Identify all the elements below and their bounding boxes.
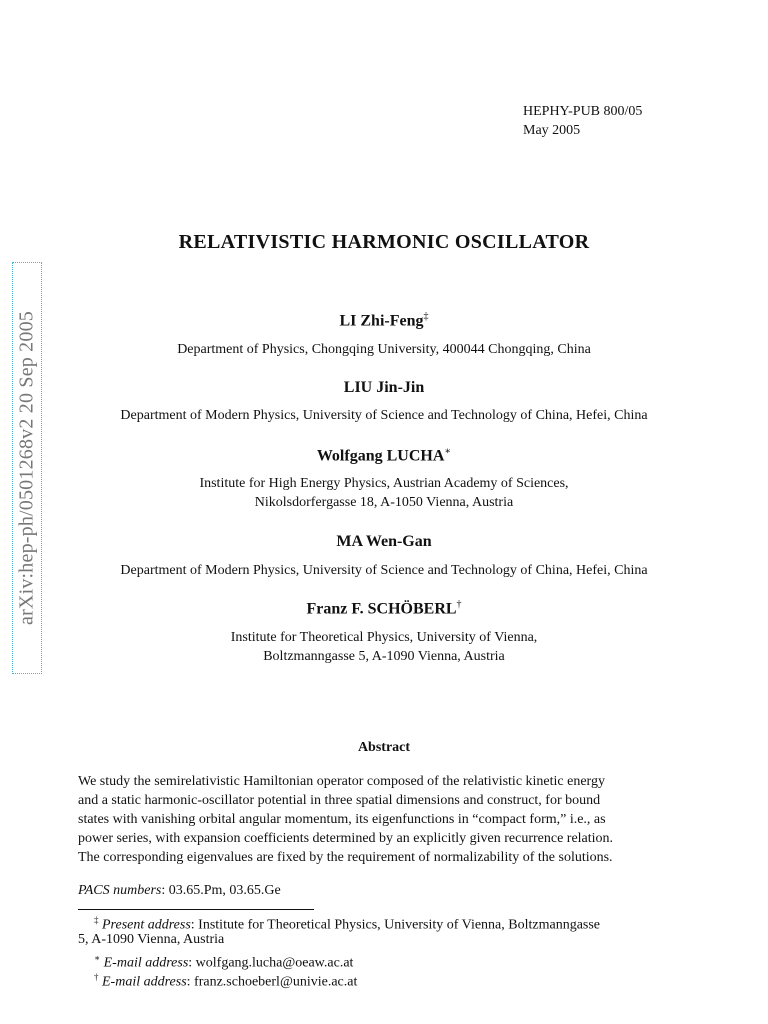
author-affiliation (0, 628, 768, 666)
footnote-text: : Institute for Theoretical Physics, University of Vienna, Boltzmanngasse (190, 917, 601, 933)
author-mark: ‡ (423, 311, 429, 322)
author-name (0, 311, 768, 330)
abstract-body (78, 772, 672, 867)
abstract-line: We study the semirelativistic Hamiltonian operator composed of the relativistic kinetic energy (78, 774, 605, 789)
paper-title: RELATIVISTIC HARMONIC OSCILLATOR (178, 231, 590, 253)
affiliation-line: Department of Modern Physics, University of Science and Technology of China, Hefei, China (120, 563, 648, 578)
affiliation-line: Boltzmanngasse 5, A-1090 Vienna, Austria (263, 649, 505, 664)
footnote (94, 968, 357, 992)
affiliation-line: Department of Modern Physics, University of Science and Technology of China, Hefei, China (120, 408, 648, 423)
author-mark: ∗ (444, 446, 452, 457)
footnote-continuation: 5, A-1090 Vienna, Austria (78, 932, 225, 947)
affiliation-line: Nikolsdorfergasse 18, A-1050 Vienna, Austria (254, 495, 514, 510)
pacs-numbers (78, 883, 281, 899)
author-affiliation (0, 561, 768, 580)
author-name (0, 533, 768, 551)
arxiv-stamp-text: arXiv:hep-ph/0501268v2 20 Sep 2005 (15, 311, 38, 625)
preprint-date: May 2005 (523, 123, 581, 138)
footnote-label: Present address (102, 917, 191, 933)
pacs-value: : 03.65.Pm, 03.65.Ge (161, 883, 281, 898)
affiliation-line: Institute for High Energy Physics, Austrian Academy of Sciences, (199, 476, 569, 491)
footnote-label: E-mail address (102, 974, 187, 990)
author-name (0, 379, 768, 397)
author-name (0, 599, 768, 618)
author-name-text: Wolfgang LUCHA (316, 447, 445, 465)
abstract-line: and a static harmonic-oscillator potential in three spatial dimensions and construct, for bound (78, 793, 601, 808)
author-name-text: LIU Jin-Jin (343, 379, 425, 396)
footnote-text[interactable]: : wolfgang.lucha@oeaw.ac.at (188, 955, 354, 971)
footnote-mark: ∗ (94, 953, 101, 963)
author-name-text: Franz F. SCHÖBERL (306, 600, 457, 618)
footnote-mark: † (94, 972, 99, 982)
abstract-heading: Abstract (357, 740, 411, 755)
footnote-label: E-mail address (103, 955, 189, 971)
affiliation-line: Institute for Theoretical Physics, University of Vienna, (230, 630, 538, 645)
footnote-text[interactable]: : franz.schoeberl@univie.ac.at (186, 974, 358, 990)
author-name (0, 446, 768, 465)
author-affiliation (0, 340, 768, 359)
author-affiliation (0, 474, 768, 512)
author-mark: † (456, 599, 462, 610)
abstract-line: The corresponding eigenvalues are fixed by the requirement of normalizability of the solutions. (78, 850, 613, 865)
preprint-number: HEPHY-PUB 800/05 (523, 104, 643, 119)
author-name-text: MA Wen-Gan (336, 533, 432, 550)
preprint-info (523, 102, 642, 140)
footnote-rule (78, 909, 314, 910)
pacs-label: PACS numbers (78, 883, 162, 898)
footnote-mark: ‡ (94, 915, 99, 925)
affiliation-line: Department of Physics, Chongqing University, 400044 Chongqing, China (177, 342, 591, 357)
abstract-line: states with vanishing orbital angular momentum, its eigenfunctions in “compact form,” i.e., as (78, 812, 606, 827)
author-affiliation (0, 406, 768, 425)
abstract-line: power series, with expansion coefficients determined by an explicitly given recurrence relation. (78, 831, 614, 846)
author-name-text: LI Zhi-Feng (339, 312, 424, 330)
